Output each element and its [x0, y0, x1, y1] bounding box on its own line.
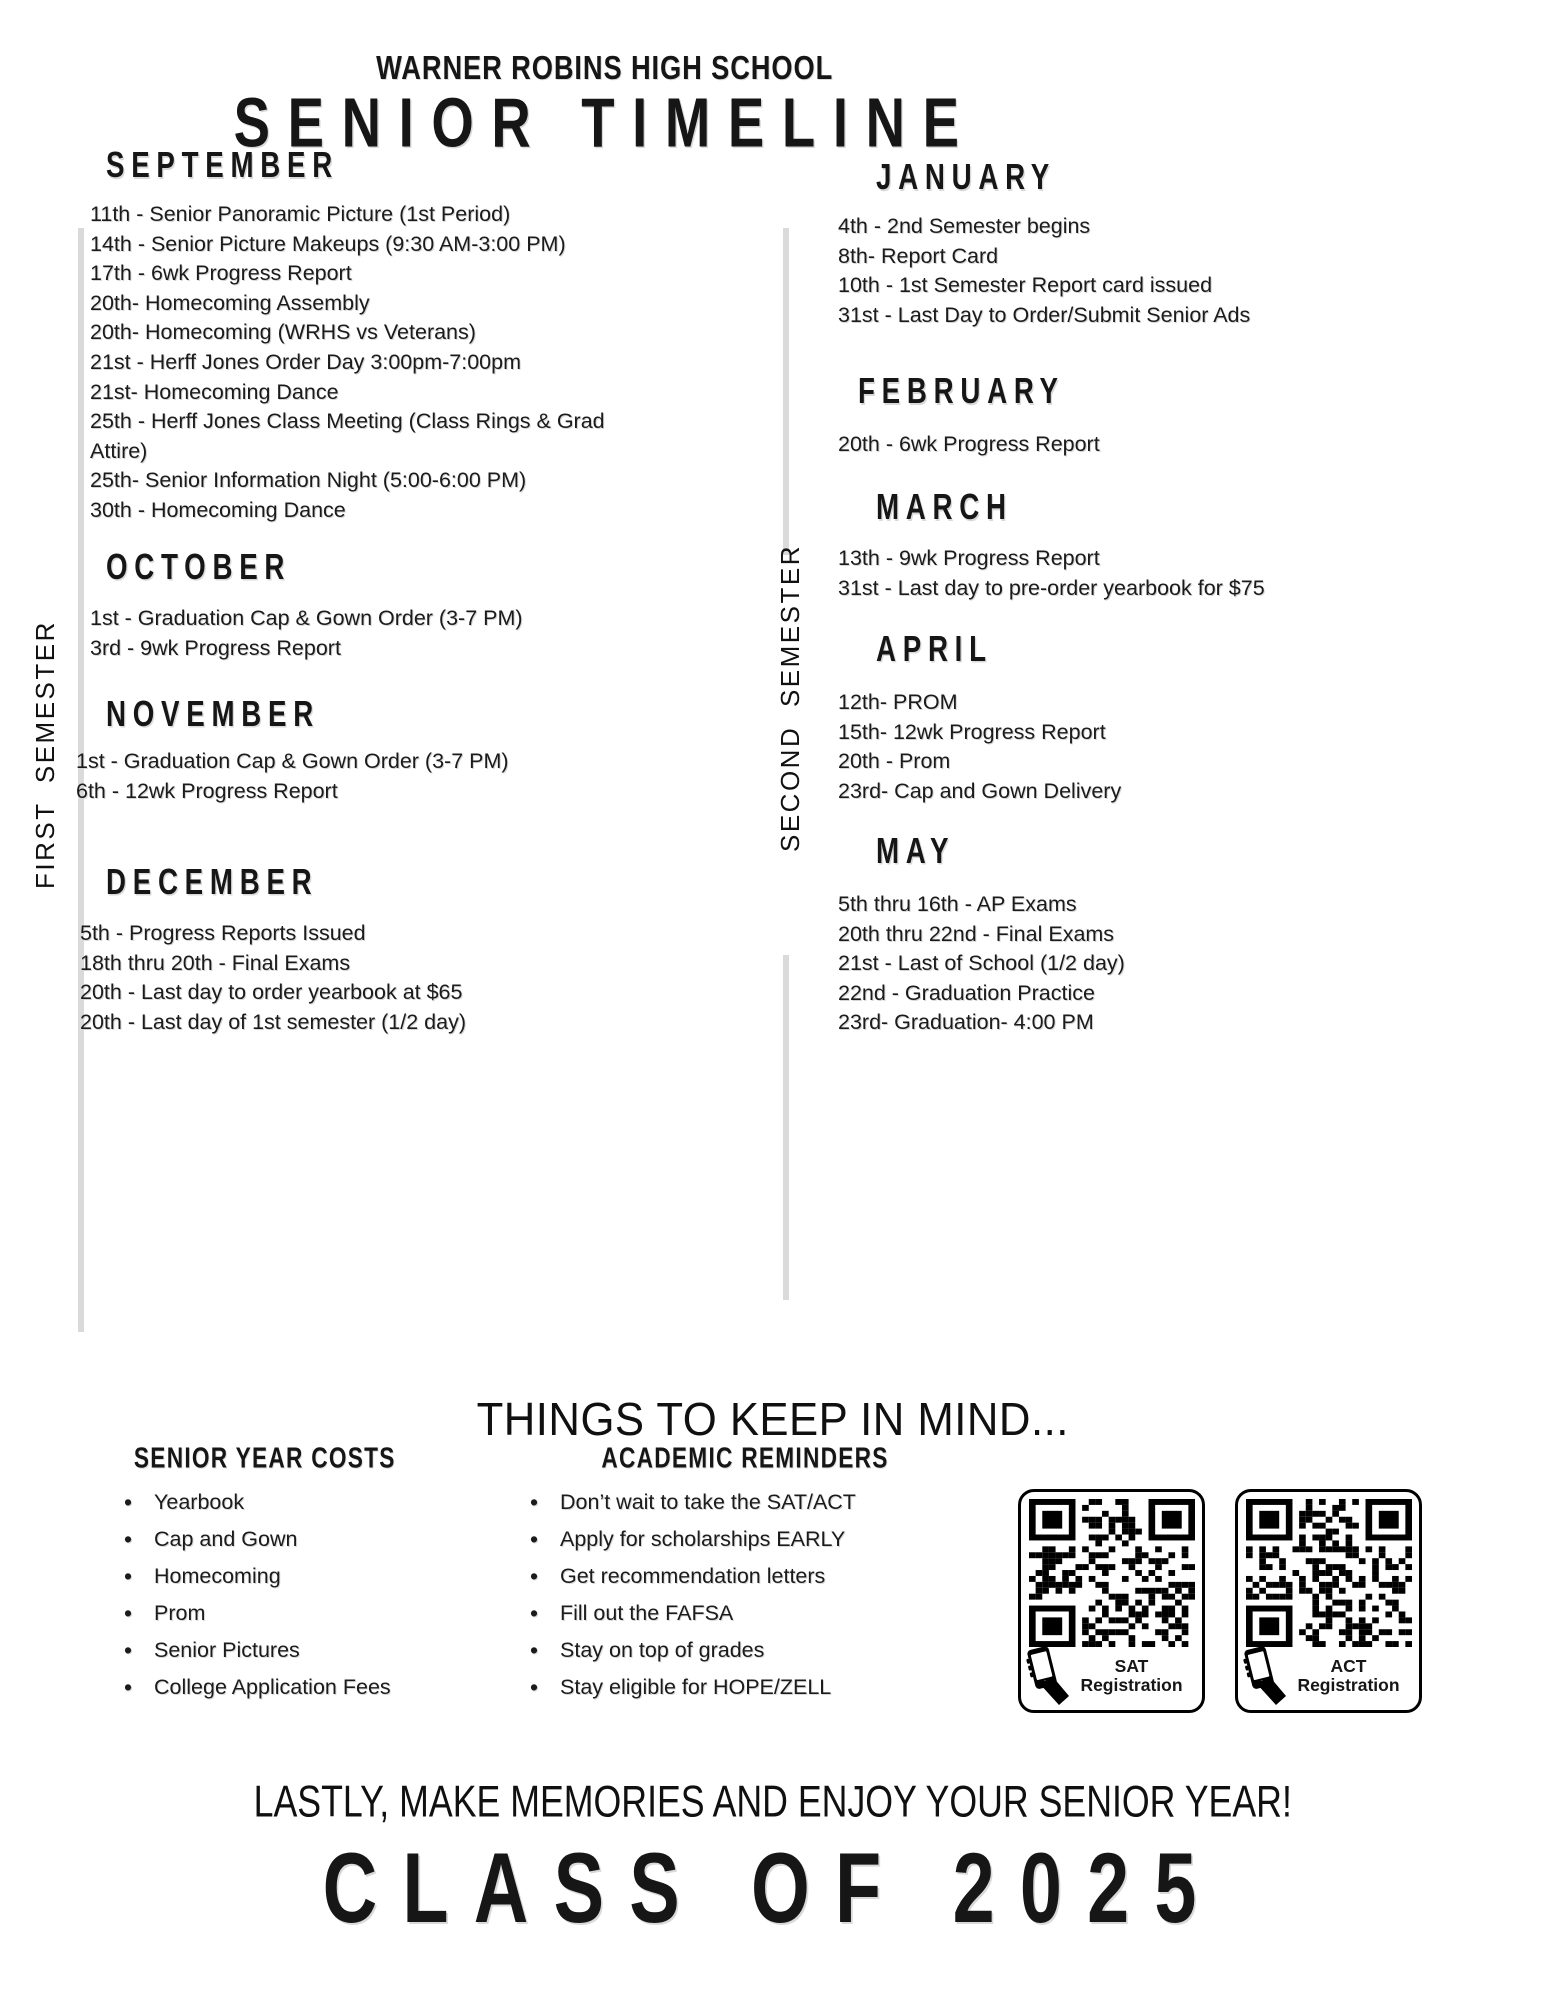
- sat-qr-label: SAT Registration: [1080, 1656, 1183, 1695]
- timeline-item: 3rd - 9wk Progress Report: [90, 635, 341, 660]
- october-section: [90, 548, 690, 663]
- march-heading: MARCH: [876, 486, 1013, 527]
- september-heading: SEPTEMBER: [106, 144, 339, 185]
- january-section: [838, 158, 1448, 330]
- timeline-item: 20th- Homecoming (WRHS vs Veterans): [90, 320, 476, 345]
- second-semester-label: SECOND SEMESTER: [775, 544, 805, 852]
- timeline-item: 20th- Homecoming Assembly: [90, 290, 370, 315]
- timeline-item: 8th- Report Card: [838, 243, 999, 268]
- timeline-item: 5th thru 16th - AP Exams: [838, 892, 1077, 916]
- senior-year-costs-heading: SENIOR YEAR COSTS: [134, 1442, 396, 1474]
- timeline-item: 20th - Last day of 1st semester (1/2 day): [80, 1009, 466, 1034]
- timeline-item: 17th - 6wk Progress Report: [90, 261, 352, 286]
- may-heading: MAY: [876, 830, 956, 871]
- timeline-item: 1st - Graduation Cap & Gown Order (3-7 PM): [90, 606, 523, 630]
- academic-reminders-heading: ACADEMIC REMINDERS: [601, 1442, 889, 1474]
- timeline-item: 31st - Last Day to Order/Submit Senior Ads: [838, 302, 1251, 327]
- february-heading: FEBRUARY: [858, 370, 1065, 411]
- november-heading: NOVEMBER: [106, 693, 320, 734]
- timeline-item: 21st - Last of School (1/2 day): [838, 951, 1125, 976]
- timeline-item: 4th - 2nd Semester begins: [838, 214, 1091, 238]
- right-semester-divider-bottom: [783, 955, 789, 1300]
- list-item: • Senior Pictures: [118, 1632, 478, 1669]
- senior-year-costs-section: [100, 1443, 430, 1474]
- list-item: • Stay on top of grades: [524, 1632, 984, 1669]
- list-item: • Stay eligible for HOPE/ZELL: [524, 1669, 984, 1706]
- timeline-item: 21st - Herff Jones Order Day 3:00pm-7:00pm: [90, 349, 521, 374]
- list-item: • Don’t wait to take the SAT/ACT: [524, 1484, 984, 1521]
- may-section: [838, 832, 1448, 1038]
- list-item: • Get recommendation letters: [524, 1558, 984, 1595]
- timeline-item: 13th - 9wk Progress Report: [838, 546, 1100, 570]
- timeline-item: 12th- PROM: [838, 690, 958, 714]
- timeline-item: 10th - 1st Semester Report card issued: [838, 273, 1213, 298]
- march-section: [838, 488, 1448, 603]
- timeline-item: 20th thru 22nd - Final Exams: [838, 921, 1115, 946]
- act-qr-code-icon: [1246, 1499, 1412, 1647]
- timeline-item: 25th- Senior Information Night (5:00-6:00 PM): [90, 468, 527, 493]
- timeline-item: 30th - Homecoming Dance: [90, 497, 346, 522]
- timeline-item: 23rd- Cap and Gown Delivery: [838, 778, 1122, 803]
- list-item: • Yearbook: [118, 1484, 478, 1521]
- first-semester-column: [76, 140, 730, 1350]
- timeline-item: 6th - 12wk Progress Report: [76, 778, 338, 803]
- december-heading: DECEMBER: [106, 861, 319, 902]
- timeline-item: 25th - Herff Jones Class Meeting (Class Rings & Grad Attire): [90, 409, 605, 463]
- academic-reminders-list: [524, 1484, 984, 1706]
- january-heading: JANUARY: [876, 156, 1057, 197]
- second-semester-column: [838, 150, 1478, 1330]
- phone-scan-icon: [1242, 1643, 1286, 1705]
- september-section: [90, 146, 635, 526]
- page-title: SENIOR TIMELINE: [233, 84, 977, 163]
- april-section: [838, 630, 1448, 806]
- phone-scan-icon: [1025, 1643, 1069, 1705]
- list-item: • College Application Fees: [118, 1669, 478, 1706]
- act-qr-label: ACT Registration: [1297, 1656, 1400, 1695]
- academic-reminders-section: [560, 1443, 930, 1474]
- list-item: • Cap and Gown: [118, 1521, 478, 1558]
- timeline-item: 20th - Prom: [838, 749, 951, 774]
- timeline-item: 15th- 12wk Progress Report: [838, 719, 1106, 744]
- april-heading: APRIL: [876, 628, 993, 669]
- sat-qr-code-icon: [1029, 1499, 1195, 1647]
- list-item: • Fill out the FAFSA: [524, 1595, 984, 1632]
- list-item: • Homecoming: [118, 1558, 478, 1595]
- timeline-item: 20th - 6wk Progress Report: [838, 432, 1100, 456]
- timeline-item: 20th - Last day to order yearbook at $65: [80, 980, 463, 1005]
- senior-year-costs-list: [118, 1484, 478, 1706]
- timeline-item: 22nd - Graduation Practice: [838, 980, 1095, 1005]
- first-semester-label: FIRST SEMESTER: [30, 620, 60, 890]
- sat-registration-qr-card: [1018, 1489, 1205, 1713]
- timeline-item: 5th - Progress Reports Issued: [80, 921, 366, 945]
- november-section: [76, 693, 676, 806]
- school-name: WARNER ROBINS HIGH SCHOOL: [376, 48, 834, 87]
- timeline-item: 18th thru 20th - Final Exams: [80, 950, 351, 975]
- february-section: [838, 372, 1448, 460]
- december-section: [80, 861, 680, 1037]
- october-heading: OCTOBER: [106, 546, 292, 587]
- act-registration-qr-card: [1235, 1489, 1422, 1713]
- timeline-item: 14th - Senior Picture Makeups (9:30 AM-3:00 PM): [90, 231, 566, 256]
- list-item: • Apply for scholarships EARLY: [524, 1521, 984, 1558]
- list-item: • Prom: [118, 1595, 478, 1632]
- timeline-item: 11th - Senior Panoramic Picture (1st Period): [90, 202, 511, 226]
- timeline-item: 1st - Graduation Cap & Gown Order (3-7 PM): [76, 749, 509, 773]
- keep-in-mind-title: THINGS TO KEEP IN MIND...: [476, 1393, 1069, 1445]
- class-of-2025-title: CLASS OF 2025: [322, 1833, 1222, 1944]
- timeline-item: 21st- Homecoming Dance: [90, 379, 339, 404]
- timeline-item: 23rd- Graduation- 4:00 PM: [838, 1010, 1094, 1035]
- timeline-item: 31st - Last day to pre-order yearbook for $75: [838, 575, 1265, 600]
- closing-message: LASTLY, MAKE MEMORIES AND ENJOY YOUR SENIOR YEAR!: [253, 1776, 1292, 1827]
